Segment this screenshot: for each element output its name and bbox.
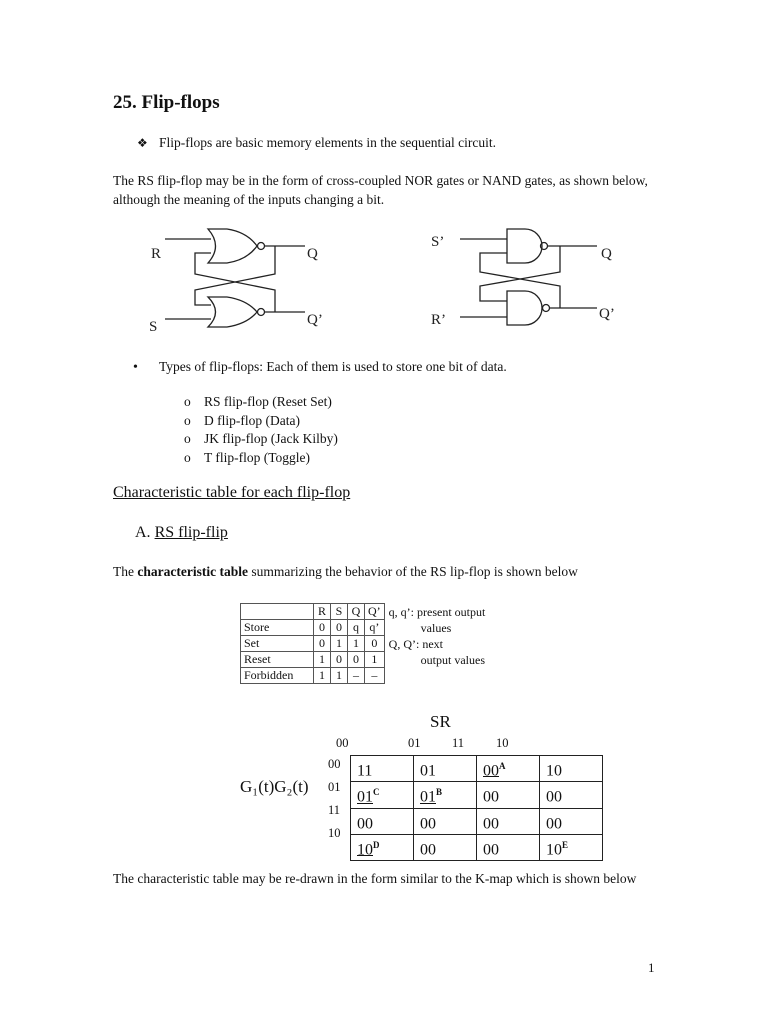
kmap-cell: 11 [351, 756, 414, 782]
list-item: o D flip-flop (Data) [184, 412, 338, 431]
diamond-bullet-icon: ❖ [137, 136, 148, 150]
flip-flop-gate-diagrams [135, 220, 635, 345]
nand-input-sbar-label: S’ [431, 234, 445, 250]
list-item: o RS flip-flop (Reset Set) [184, 393, 338, 412]
nand-flip-flop-diagram [431, 229, 615, 328]
kmap-row [351, 834, 603, 860]
flip-flop-types-list [184, 393, 338, 467]
kmap-cell: 00 [540, 808, 603, 834]
table-row: Forbidden 1 1 – – [241, 668, 516, 684]
kmap-cell: $00^A$ [477, 756, 540, 782]
kmap-cell: 10 [540, 756, 603, 782]
kmap-cell: $10^D$ [351, 834, 414, 860]
page-title: 25. Flip-flops [113, 92, 220, 113]
types-bullet [133, 359, 507, 376]
list-marker: o [184, 394, 191, 409]
paragraph-characteristic-intro: The characteristic table summarizing the behavior of the RS lip-flop is shown below [113, 564, 578, 579]
kmap-cell: 00 [477, 834, 540, 860]
nor-gate-top [208, 229, 257, 263]
types-intro-text: Types of flip-flops: Each of them is used to store one bit of data. [159, 359, 507, 374]
paragraph-kmap-note: The characteristic table may be re-drawn in the form similar to the K-map which is shown below [113, 871, 637, 886]
nand-output-qbar-label: Q’ [599, 306, 615, 322]
kmap-cell: 01 [414, 756, 477, 782]
list-marker: o [184, 449, 191, 465]
kmap-row [351, 808, 603, 834]
bullet-dot-icon: • [133, 360, 138, 375]
list-item: o JK flip-flop (Jack Kilby) [184, 430, 338, 449]
subsection-title: RS flip-flip [154, 524, 228, 541]
kmap-grid [350, 755, 603, 861]
paragraph-rs-description: The RS flip-flop may be in the form of cross-coupled NOR gates or NAND gates, as shown below, although the meaning of the inputs changing a bit. [113, 173, 648, 207]
kmap-row [351, 756, 603, 782]
bold-term: characteristic table [137, 564, 248, 579]
nand-gate-top [507, 229, 542, 263]
nor-input-s-label: S [149, 319, 158, 335]
list-marker: o [184, 431, 191, 446]
table-header-row: R S Q Q’ q, q’: present output values Q, Q’: next output values [241, 604, 516, 620]
kmap-cell: 00 [477, 782, 540, 808]
nor-output-q-label: Q [307, 246, 318, 262]
intro-text: Flip-flops are basic memory elements in the sequential circuit. [159, 135, 497, 150]
list-item: o T flip-flop (Toggle) [184, 449, 338, 468]
table-row: Set 0 1 1 0 [241, 636, 516, 652]
nor-input-r-label: R [151, 246, 162, 262]
kmap-cell: 00 [414, 808, 477, 834]
kmap-cell: 00 [351, 808, 414, 834]
intro-bullet [137, 135, 496, 151]
nor-output-qbar-label: Q’ [307, 312, 323, 328]
kmap-top-label: SR [430, 712, 451, 731]
kmap-cell: 00 [540, 782, 603, 808]
table-notes: q, q’: present output values Q, Q’: next output values [388, 604, 486, 667]
table-row: Store 0 0 q q’ [241, 620, 516, 636]
nand-input-rbar-label: R’ [431, 312, 446, 328]
nand-output-q-label: Q [601, 246, 612, 262]
list-marker: o [184, 412, 191, 428]
page-number: 1 [648, 960, 655, 975]
section-heading-characteristic-table: Characteristic table for each flip-flop [113, 484, 351, 501]
kmap-left-label: G₁(t)G₂(t) [240, 777, 309, 796]
kmap-row [351, 782, 603, 808]
rs-characteristic-table [240, 603, 516, 684]
nor-gate-bottom [208, 297, 257, 327]
subsection-heading-rs [135, 524, 228, 542]
table-row: Reset 1 0 0 1 [241, 652, 516, 668]
subsection-letter: A. [135, 524, 151, 541]
nand-gate-bottom [507, 291, 542, 325]
kmap-cell: $01^C$ [351, 782, 414, 808]
kmap-cell: 00 [477, 808, 540, 834]
kmap-cell: $10^E$ [540, 834, 603, 860]
kmap-cell: $01^B$ [414, 782, 477, 808]
kmap-cell: 00 [414, 834, 477, 860]
nor-flip-flop-diagram [149, 229, 323, 335]
